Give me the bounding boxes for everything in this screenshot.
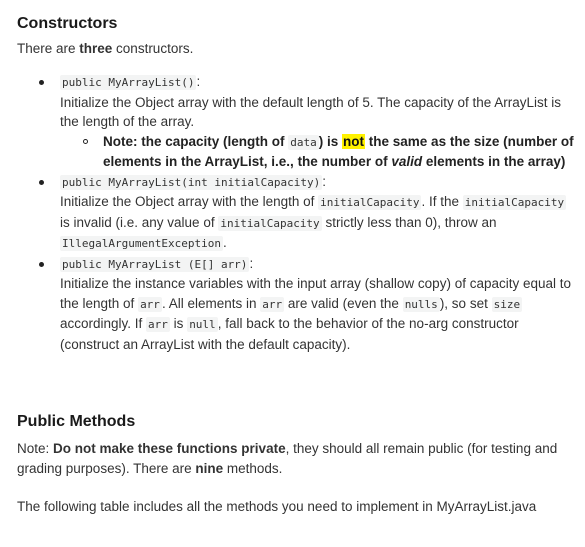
- note-text: , they should all remain public (for testing and grading purposes). There are: [17, 441, 558, 476]
- note-text: elements in the array): [422, 154, 566, 169]
- desc-text: .: [222, 235, 227, 250]
- constructor-item-capacity: [17, 172, 579, 254]
- constructor-signature: public MyArrayList (E[] arr): [62, 257, 248, 271]
- intro-bold: three: [79, 41, 113, 56]
- desc-text: , fall back to the behavior of the no-arg constructor (construct an ArrayList with the default capacity).: [60, 316, 519, 352]
- constructor-note-list: [60, 132, 579, 172]
- signature-colon: :: [249, 255, 254, 271]
- inline-code: arr: [140, 297, 160, 311]
- constructor-description: Initialize the Object array with the default length of 5. The capacity of the ArrayList is the length of the array.: [60, 94, 562, 129]
- desc-text: . If the: [421, 194, 463, 209]
- desc-text: strictly less than 0), throw an: [321, 214, 497, 230]
- constructor-list: [17, 72, 579, 354]
- desc-text: are valid (even the: [284, 295, 403, 311]
- desc-text: Initialize the Object array with the length of: [60, 194, 319, 209]
- inline-code: null: [189, 318, 216, 331]
- constructor-signature: public MyArrayList(int initialCapacity): [62, 175, 321, 189]
- constructor-signature: public MyArrayList(): [62, 76, 195, 89]
- inline-code: arr: [148, 318, 168, 331]
- public-methods-note: [17, 439, 577, 478]
- inline-code: initialCapacity: [464, 196, 565, 209]
- inline-code: arr: [262, 297, 283, 311]
- note-text: ) is: [318, 133, 343, 149]
- desc-text: is invalid (i.e. any value of: [60, 214, 219, 230]
- desc-text: . All elements in: [161, 295, 261, 311]
- capacity-note: [60, 132, 579, 172]
- table-intro: The following table includes all the methods you need to implement in MyArrayList.java: [17, 499, 537, 514]
- public-methods-heading: Public Methods: [17, 413, 136, 430]
- note-bold: Do not make these functions private: [53, 441, 286, 456]
- note-text: the same as the size (number of elements in the ArrayList, i.e., the number of: [103, 133, 574, 169]
- desc-text: is: [169, 316, 188, 331]
- inline-code: IllegalArgumentException: [62, 237, 221, 250]
- note-bold: nine: [195, 460, 224, 476]
- constructors-heading: Constructors: [17, 15, 118, 32]
- desc-text: Initialize the instance variables with the input array (shallow copy) of capacity equal to the length of: [60, 276, 572, 311]
- constructors-intro: [17, 39, 577, 59]
- desc-text: accordingly. If: [60, 316, 147, 331]
- intro-text: There are: [17, 41, 80, 56]
- note-text: Note: the capacity (length of: [103, 133, 289, 149]
- note-text: Note:: [17, 441, 54, 456]
- note-text: methods.: [223, 460, 283, 476]
- inline-code: size: [493, 297, 521, 311]
- intro-text-end: constructors.: [112, 41, 194, 56]
- note-italic-valid: valid: [391, 154, 423, 169]
- inline-code: initialCapacity: [320, 196, 420, 209]
- highlighted-not: not: [343, 133, 365, 149]
- signature-colon: :: [322, 173, 327, 189]
- constructor-item-array: [17, 254, 579, 355]
- signature-colon: :: [196, 74, 201, 89]
- inline-code: initialCapacity: [220, 216, 320, 230]
- inline-code: nulls: [404, 297, 438, 311]
- desc-text: ), so set: [439, 295, 492, 311]
- constructor-item-default: [17, 72, 579, 172]
- note-code-data: data: [290, 135, 317, 149]
